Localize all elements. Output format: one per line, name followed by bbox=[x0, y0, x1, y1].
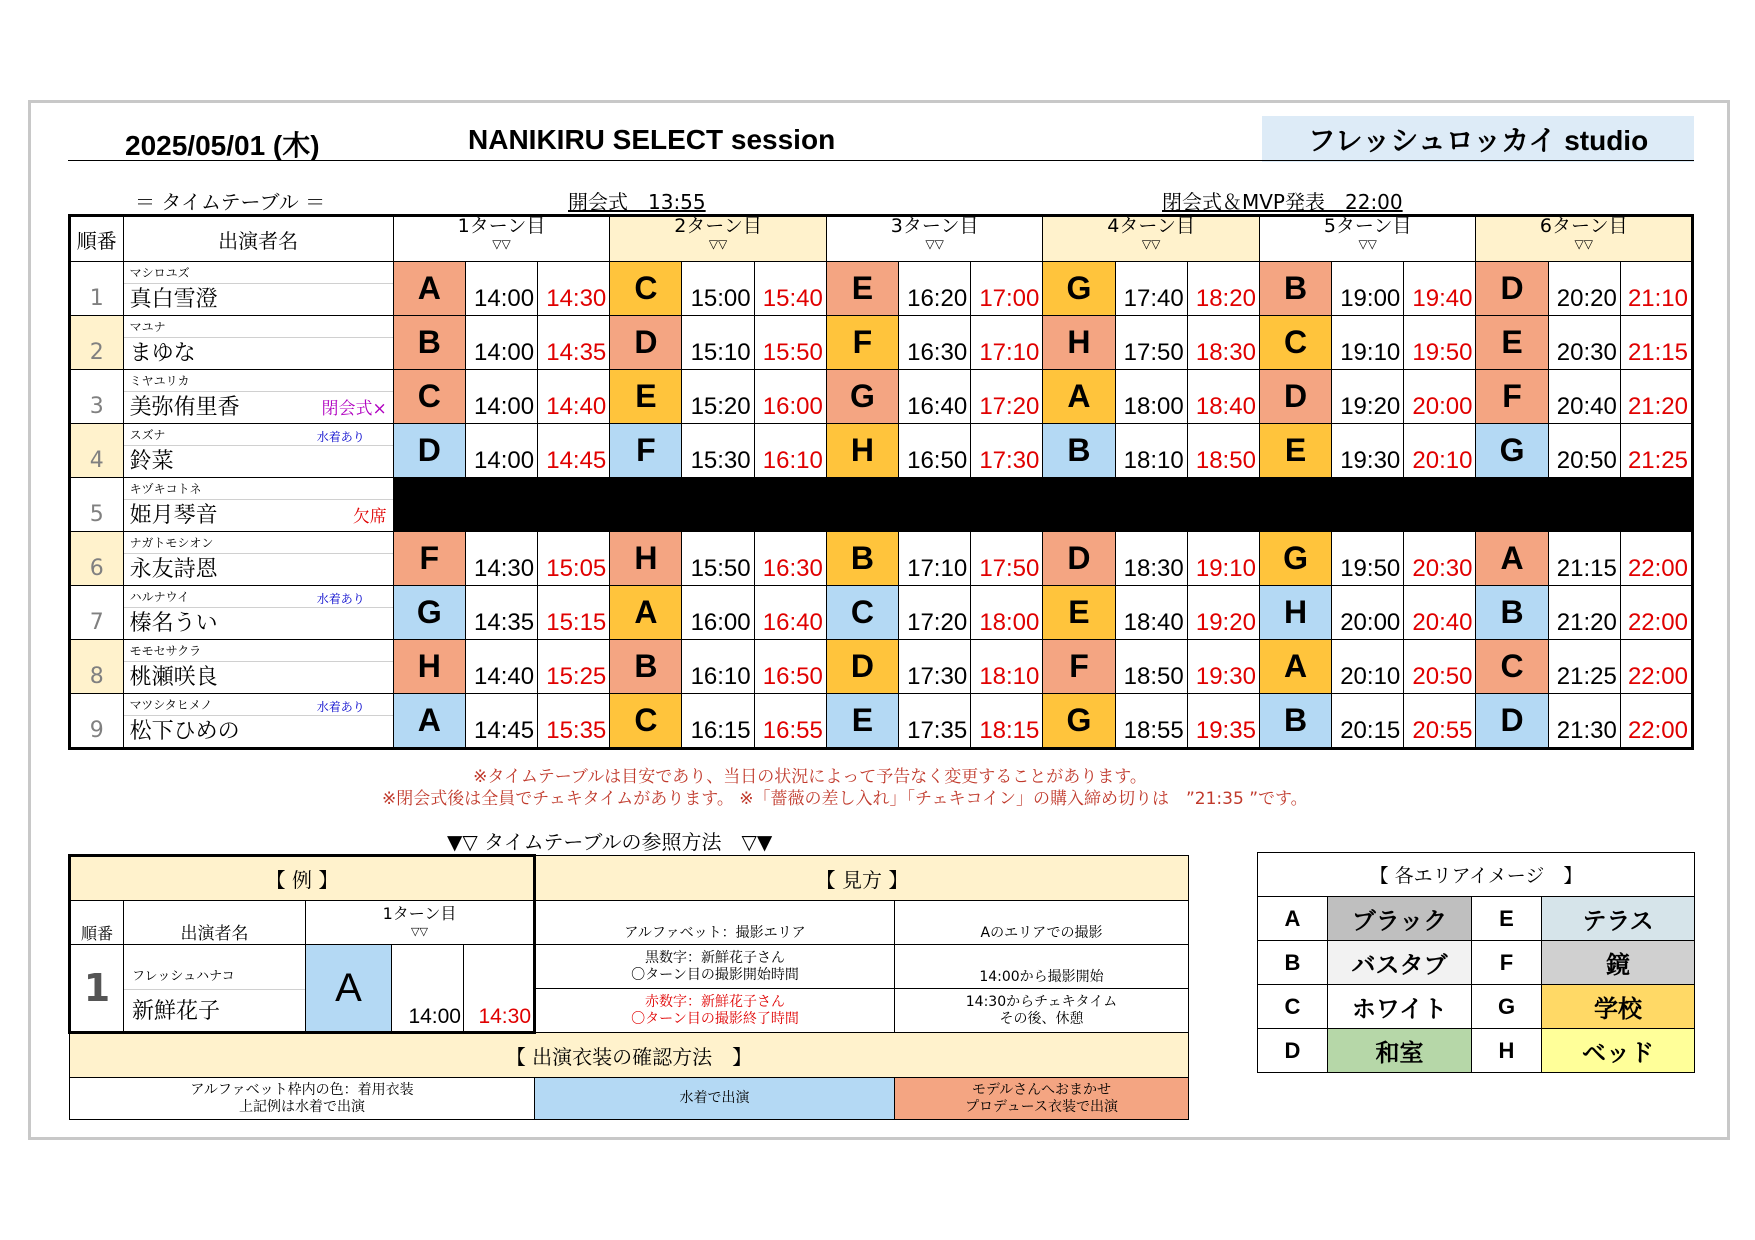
end-time: 20:55 bbox=[1404, 694, 1476, 749]
end-time: 20:30 bbox=[1404, 532, 1476, 586]
start-time: 18:55 bbox=[1115, 694, 1187, 749]
end-time: 22:00 bbox=[1620, 532, 1692, 586]
timetable-body bbox=[70, 262, 1693, 749]
header-divider bbox=[68, 160, 1694, 161]
area-letter: E bbox=[826, 694, 898, 749]
performer-name-cell bbox=[123, 586, 393, 640]
area-letter: F bbox=[393, 532, 465, 586]
end-time: 22:00 bbox=[1620, 694, 1692, 749]
start-time: 19:10 bbox=[1332, 316, 1404, 370]
area-letter: A bbox=[393, 262, 465, 316]
area-name: バスタブ bbox=[1328, 941, 1472, 985]
end-time: 14:35 bbox=[538, 316, 610, 370]
area-letter: A bbox=[1043, 370, 1115, 424]
area-letter: C bbox=[1476, 640, 1548, 694]
performer-name: 桃瀬咲良 bbox=[129, 665, 218, 690]
closing-absent-note: 閉会式× bbox=[321, 399, 387, 419]
ex-start: 14:00 bbox=[392, 945, 464, 1033]
area-key: F bbox=[1472, 941, 1542, 985]
area-letter: E bbox=[610, 370, 682, 424]
area-letter: B bbox=[826, 532, 898, 586]
opening-time: 開会式 13:55 bbox=[568, 190, 706, 214]
start-time: 19:00 bbox=[1332, 262, 1404, 316]
start-time: 16:00 bbox=[682, 586, 754, 640]
absent-blackout bbox=[393, 478, 1692, 532]
start-time: 15:10 bbox=[682, 316, 754, 370]
start-time: 18:10 bbox=[1115, 424, 1187, 478]
studio-name: フレッシュロッカイ studio bbox=[1262, 116, 1694, 162]
end-time: 17:20 bbox=[971, 370, 1043, 424]
area-letter: B bbox=[393, 316, 465, 370]
howto-1a: アルファベット：撮影エリア bbox=[535, 901, 895, 945]
performer-name: 松下ひめの bbox=[129, 719, 240, 744]
performer-name: 美弥侑里香 bbox=[129, 395, 240, 420]
end-time: 14:40 bbox=[538, 370, 610, 424]
area-letter: D bbox=[393, 424, 465, 478]
reference-title: ▼▽ タイムテーブルの参照方法 ▽▼ bbox=[447, 830, 773, 854]
start-time: 19:30 bbox=[1332, 424, 1404, 478]
start-time: 14:00 bbox=[465, 370, 537, 424]
timetable-header-row bbox=[70, 216, 1693, 262]
area-row bbox=[1258, 897, 1695, 941]
howto-1b: Aのエリアでの撮影 bbox=[895, 901, 1189, 945]
costume-produce: モデルさんへおまかせ プロデュース衣装で出演 bbox=[895, 1078, 1189, 1120]
performer-row bbox=[70, 478, 1693, 532]
howto-2a: 黒数字：新鮮花子さん 〇ターン目の撮影開始時間 bbox=[535, 945, 895, 989]
area-row bbox=[1258, 1029, 1695, 1073]
area-key: G bbox=[1472, 985, 1542, 1029]
area-letter: C bbox=[610, 262, 682, 316]
area-key: E bbox=[1472, 897, 1542, 941]
end-time: 19:35 bbox=[1187, 694, 1259, 749]
order-number: 9 bbox=[70, 694, 124, 749]
end-time: 18:10 bbox=[971, 640, 1043, 694]
col-turn-3: 3ターン目 ▽▽ bbox=[826, 216, 1043, 262]
end-time: 17:30 bbox=[971, 424, 1043, 478]
area-letter: C bbox=[393, 370, 465, 424]
performer-name: 姫月琴音 bbox=[129, 503, 218, 528]
area-name: 学校 bbox=[1542, 985, 1695, 1029]
end-time: 16:00 bbox=[754, 370, 826, 424]
performer-row bbox=[70, 316, 1693, 370]
area-row bbox=[1258, 941, 1695, 985]
area-name: 鏡 bbox=[1542, 941, 1695, 985]
event-date: 2025/05/01 (木) bbox=[125, 130, 320, 161]
order-number: 8 bbox=[70, 640, 124, 694]
start-time: 15:20 bbox=[682, 370, 754, 424]
area-letter: G bbox=[393, 586, 465, 640]
end-time: 19:20 bbox=[1187, 586, 1259, 640]
start-time: 18:50 bbox=[1115, 640, 1187, 694]
performer-row bbox=[70, 424, 1693, 478]
order-number: 7 bbox=[70, 586, 124, 640]
end-time: 19:10 bbox=[1187, 532, 1259, 586]
order-number: 4 bbox=[70, 424, 124, 478]
col-order: 順番 bbox=[70, 216, 124, 262]
area-name: ベッド bbox=[1542, 1029, 1695, 1073]
end-time: 15:50 bbox=[754, 316, 826, 370]
area-letter: G bbox=[826, 370, 898, 424]
area-letter: G bbox=[1043, 262, 1115, 316]
ex-end: 14:30 bbox=[464, 945, 535, 1033]
start-time: 14:00 bbox=[465, 424, 537, 478]
area-name: テラス bbox=[1542, 897, 1695, 941]
start-time: 15:50 bbox=[682, 532, 754, 586]
start-time: 19:50 bbox=[1332, 532, 1404, 586]
order-number: 2 bbox=[70, 316, 124, 370]
area-name: ホワイト bbox=[1328, 985, 1472, 1029]
start-time: 21:25 bbox=[1548, 640, 1620, 694]
performer-name-cell bbox=[123, 370, 393, 424]
example-head: 【 例 】 bbox=[70, 856, 535, 901]
ex-name: 新鮮花子 bbox=[132, 999, 221, 1024]
end-time: 22:00 bbox=[1620, 586, 1692, 640]
area-letter: B bbox=[1476, 586, 1548, 640]
end-time: 14:30 bbox=[538, 262, 610, 316]
area-letter: F bbox=[826, 316, 898, 370]
performer-kana: ナガトモシオン bbox=[129, 536, 214, 550]
area-letter: C bbox=[826, 586, 898, 640]
event-title: NANIKIRU SELECT session bbox=[468, 124, 836, 155]
end-time: 19:50 bbox=[1404, 316, 1476, 370]
end-time: 17:00 bbox=[971, 262, 1043, 316]
order-number: 1 bbox=[70, 262, 124, 316]
performer-name-cell bbox=[123, 316, 393, 370]
ex-kana-line bbox=[124, 989, 305, 990]
end-time: 18:40 bbox=[1187, 370, 1259, 424]
performer-name-cell bbox=[123, 640, 393, 694]
area-letter: B bbox=[610, 640, 682, 694]
area-letter: E bbox=[826, 262, 898, 316]
area-letter: D bbox=[1259, 370, 1331, 424]
performer-row bbox=[70, 586, 1693, 640]
area-letter: F bbox=[1476, 370, 1548, 424]
start-time: 17:30 bbox=[899, 640, 971, 694]
area-key: B bbox=[1258, 941, 1328, 985]
area-letter: D bbox=[1043, 532, 1115, 586]
end-time: 18:00 bbox=[971, 586, 1043, 640]
performer-kana: ミヤユリカ bbox=[129, 374, 190, 388]
end-time: 15:15 bbox=[538, 586, 610, 640]
end-time: 15:05 bbox=[538, 532, 610, 586]
area-row bbox=[1258, 985, 1695, 1029]
start-time: 20:50 bbox=[1548, 424, 1620, 478]
end-time: 21:15 bbox=[1620, 316, 1692, 370]
area-letter: D bbox=[1476, 694, 1548, 749]
swimsuit-tag: 水着あり bbox=[316, 430, 365, 444]
area-letter: G bbox=[1259, 532, 1331, 586]
performer-name-cell bbox=[123, 478, 393, 532]
area-letter: G bbox=[1043, 694, 1115, 749]
area-letter: A bbox=[393, 694, 465, 749]
start-time: 16:30 bbox=[899, 316, 971, 370]
start-time: 17:20 bbox=[899, 586, 971, 640]
start-time: 20:30 bbox=[1548, 316, 1620, 370]
performer-name: まゆな bbox=[129, 341, 196, 366]
start-time: 14:40 bbox=[465, 640, 537, 694]
performer-row bbox=[70, 694, 1693, 749]
performer-name-cell bbox=[123, 694, 393, 749]
ex-kana: フレッシュハナコ bbox=[132, 969, 235, 984]
performer-name: 榛名うい bbox=[129, 611, 218, 636]
performer-kana: ハルナウイ bbox=[129, 590, 190, 604]
end-time: 20:50 bbox=[1404, 640, 1476, 694]
performer-kana: マシロユズ bbox=[129, 266, 190, 280]
end-time: 15:25 bbox=[538, 640, 610, 694]
end-time: 22:00 bbox=[1620, 640, 1692, 694]
performer-name: 鈴菜 bbox=[129, 449, 174, 474]
timetable-label: ＝ タイムテーブル ＝ bbox=[135, 190, 326, 214]
notice-line-1: ※タイムテーブルは目安であり、当日の状況によって予告なく変更することがあります。 bbox=[473, 767, 1147, 787]
area-letter: B bbox=[1259, 694, 1331, 749]
area-letter: H bbox=[610, 532, 682, 586]
col-turn-2: 2ターン目 ▽▽ bbox=[610, 216, 827, 262]
performer-kana: マツシタヒメノ bbox=[129, 698, 213, 712]
end-time: 16:50 bbox=[754, 640, 826, 694]
start-time: 14:00 bbox=[465, 262, 537, 316]
start-time: 14:00 bbox=[465, 316, 537, 370]
performer-name-cell bbox=[123, 424, 393, 478]
area-letter: E bbox=[1476, 316, 1548, 370]
end-time: 15:35 bbox=[538, 694, 610, 749]
end-time: 21:10 bbox=[1620, 262, 1692, 316]
notice-line-2: ※閉会式後は全員でチェキタイムがあります。 ※「薔薇の差し入れ」「チェキコイン」の購入締め切りは ”21:35 ”です。 bbox=[382, 789, 1308, 809]
area-name: 和室 bbox=[1328, 1029, 1472, 1073]
area-name: ブラック bbox=[1328, 897, 1472, 941]
performer-kana: モモセサクラ bbox=[129, 644, 202, 658]
start-time: 20:40 bbox=[1548, 370, 1620, 424]
end-time: 21:25 bbox=[1620, 424, 1692, 478]
start-time: 21:30 bbox=[1548, 694, 1620, 749]
start-time: 16:40 bbox=[899, 370, 971, 424]
howto-3a: 赤数字：新鮮花子さん 〇ターン目の撮影終了時間 bbox=[535, 989, 895, 1033]
area-key: H bbox=[1472, 1029, 1542, 1073]
costume-explain: アルファベット枠内の色：着用衣装 上記例は水着で出演 bbox=[70, 1078, 535, 1120]
start-time: 21:20 bbox=[1548, 586, 1620, 640]
performer-kana: スズナ bbox=[129, 428, 166, 442]
start-time: 20:00 bbox=[1332, 586, 1404, 640]
area-key: D bbox=[1258, 1029, 1328, 1073]
end-time: 19:30 bbox=[1187, 640, 1259, 694]
area-letter: E bbox=[1259, 424, 1331, 478]
howto-3b: 14:30からチェキタイム その後、休憩 bbox=[895, 989, 1189, 1033]
timetable bbox=[68, 214, 1694, 750]
ex-order: 1 bbox=[70, 945, 124, 1033]
howto-head: 【 見方 】 bbox=[535, 856, 1189, 901]
start-time: 16:50 bbox=[899, 424, 971, 478]
area-letter: G bbox=[1476, 424, 1548, 478]
area-letter: F bbox=[1043, 640, 1115, 694]
start-time: 16:20 bbox=[899, 262, 971, 316]
closing-time: 閉会式＆MVP発表 22:00 bbox=[1162, 190, 1403, 214]
end-time: 20:10 bbox=[1404, 424, 1476, 478]
performer-kana: マユナ bbox=[129, 320, 166, 334]
start-time: 16:15 bbox=[682, 694, 754, 749]
start-time: 15:00 bbox=[682, 262, 754, 316]
area-title: 【 各エリアイメージ 】 bbox=[1258, 853, 1695, 897]
area-key: C bbox=[1258, 985, 1328, 1029]
costume-swimsuit: 水着で出演 bbox=[535, 1078, 895, 1120]
area-letter: H bbox=[393, 640, 465, 694]
area-letter: H bbox=[826, 424, 898, 478]
start-time: 18:00 bbox=[1115, 370, 1187, 424]
end-time: 18:20 bbox=[1187, 262, 1259, 316]
end-time: 16:10 bbox=[754, 424, 826, 478]
performer-name-cell bbox=[123, 532, 393, 586]
end-time: 16:30 bbox=[754, 532, 826, 586]
start-time: 20:20 bbox=[1548, 262, 1620, 316]
performer-row bbox=[70, 370, 1693, 424]
end-time: 17:50 bbox=[971, 532, 1043, 586]
area-letter: B bbox=[1259, 262, 1331, 316]
end-time: 18:50 bbox=[1187, 424, 1259, 478]
start-time: 17:35 bbox=[899, 694, 971, 749]
ex-col-order: 順番 bbox=[70, 901, 124, 945]
start-time: 17:10 bbox=[899, 532, 971, 586]
area-letter: H bbox=[1259, 586, 1331, 640]
performer-kana: キヅキコトネ bbox=[129, 482, 202, 496]
end-time: 16:55 bbox=[754, 694, 826, 749]
area-letter: E bbox=[1043, 586, 1115, 640]
start-time: 20:10 bbox=[1332, 640, 1404, 694]
start-time: 19:20 bbox=[1332, 370, 1404, 424]
ex-col-turn: 1ターン目 ▽▽ bbox=[306, 901, 535, 945]
end-time: 20:00 bbox=[1404, 370, 1476, 424]
order-number: 5 bbox=[70, 478, 124, 532]
end-time: 20:40 bbox=[1404, 586, 1476, 640]
absent-note: 欠席 bbox=[352, 507, 387, 527]
col-turn-5: 5ターン目 ▽▽ bbox=[1259, 216, 1476, 262]
end-time: 17:10 bbox=[971, 316, 1043, 370]
reference-table bbox=[68, 854, 1189, 1120]
order-number: 3 bbox=[70, 370, 124, 424]
end-time: 19:40 bbox=[1404, 262, 1476, 316]
area-letter: F bbox=[610, 424, 682, 478]
performer-row bbox=[70, 262, 1693, 316]
start-time: 20:15 bbox=[1332, 694, 1404, 749]
start-time: 21:15 bbox=[1548, 532, 1620, 586]
end-time: 15:40 bbox=[754, 262, 826, 316]
col-turn-6: 6ターン目 ▽▽ bbox=[1476, 216, 1693, 262]
performer-row bbox=[70, 532, 1693, 586]
start-time: 16:10 bbox=[682, 640, 754, 694]
area-letter: A bbox=[1259, 640, 1331, 694]
area-image-table bbox=[1257, 852, 1695, 1073]
performer-row bbox=[70, 640, 1693, 694]
end-time: 18:30 bbox=[1187, 316, 1259, 370]
order-number: 6 bbox=[70, 532, 124, 586]
start-time: 14:35 bbox=[465, 586, 537, 640]
start-time: 15:30 bbox=[682, 424, 754, 478]
costume-head: 【 出演衣装の確認方法 】 bbox=[70, 1033, 1189, 1078]
area-letter: D bbox=[826, 640, 898, 694]
col-turn-1: 1ターン目 ▽▽ bbox=[393, 216, 610, 262]
end-time: 16:40 bbox=[754, 586, 826, 640]
swimsuit-tag: 水着あり bbox=[316, 592, 365, 606]
end-time: 14:45 bbox=[538, 424, 610, 478]
ex-area: A bbox=[306, 945, 392, 1033]
area-letter: D bbox=[1476, 262, 1548, 316]
start-time: 18:30 bbox=[1115, 532, 1187, 586]
howto-2b: 14:00から撮影開始 bbox=[895, 945, 1189, 989]
performer-name: 永友詩恩 bbox=[129, 557, 218, 582]
start-time: 14:45 bbox=[465, 694, 537, 749]
start-time: 18:40 bbox=[1115, 586, 1187, 640]
start-time: 14:30 bbox=[465, 532, 537, 586]
end-time: 21:20 bbox=[1620, 370, 1692, 424]
swimsuit-tag: 水着あり bbox=[316, 700, 365, 714]
performer-name: 真白雪澄 bbox=[129, 287, 218, 312]
area-letter: A bbox=[610, 586, 682, 640]
area-letter: A bbox=[1476, 532, 1548, 586]
col-turn-4: 4ターン目 ▽▽ bbox=[1043, 216, 1260, 262]
ex-col-name: 出演者名 bbox=[124, 901, 306, 945]
performer-name-cell bbox=[123, 262, 393, 316]
area-letter: D bbox=[610, 316, 682, 370]
start-time: 17:40 bbox=[1115, 262, 1187, 316]
end-time: 18:15 bbox=[971, 694, 1043, 749]
area-letter: H bbox=[1043, 316, 1115, 370]
area-letter: B bbox=[1043, 424, 1115, 478]
ex-name-cell bbox=[124, 945, 306, 1033]
area-letter: C bbox=[610, 694, 682, 749]
area-letter: C bbox=[1259, 316, 1331, 370]
col-name: 出演者名 bbox=[123, 216, 393, 262]
area-key: A bbox=[1258, 897, 1328, 941]
start-time: 17:50 bbox=[1115, 316, 1187, 370]
